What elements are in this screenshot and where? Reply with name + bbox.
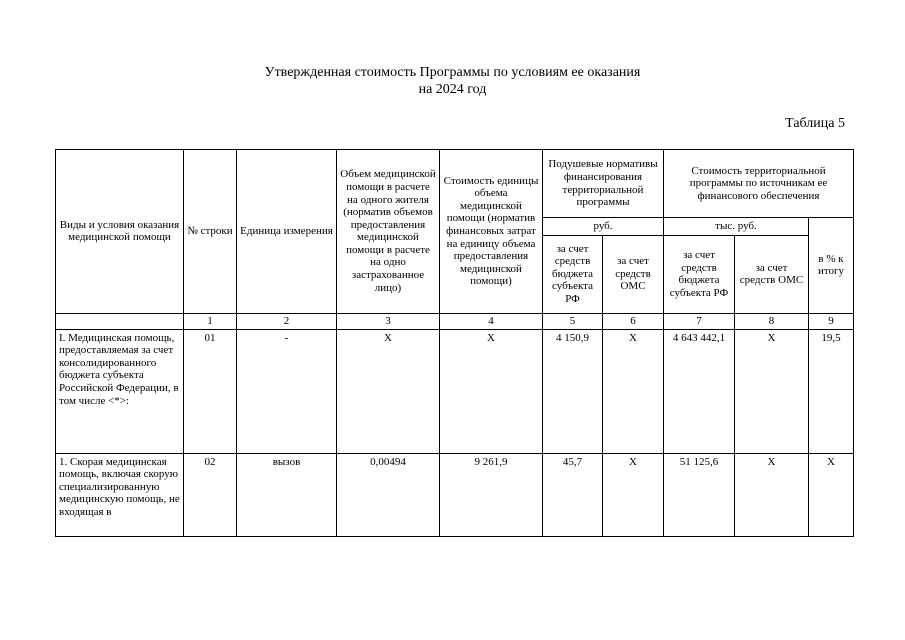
column-number-blank [56,313,184,329]
row-number: 02 [184,453,237,536]
title-line-2: на 2024 год [418,82,487,97]
header-unit: Единица измерения [237,150,337,314]
row-budget-rub: 4 150,9 [543,329,603,453]
row-oms-thousand: X [735,453,809,536]
table-row [56,453,854,536]
row-percent: X [809,453,854,536]
table-row [56,329,854,453]
column-number: 3 [337,313,440,329]
table-label: Таблица 5 [785,116,845,131]
header-oms: за счет средств ОМС [603,235,664,313]
row-name: I. Медицинская помощь, предоставляемая за счет консолидированного бюджета субъекта Российской Федерации, в том числе <*>: [56,329,184,453]
row-budget-thousand: 4 643 442,1 [664,329,735,453]
header-rub: руб. [543,218,664,236]
column-number: 5 [543,313,603,329]
row-unit: - [237,329,337,453]
column-number: 2 [237,313,337,329]
header-percent: в % к итогу [809,218,854,314]
row-volume: X [337,329,440,453]
header-oms-2: за счет средств ОМС [735,235,809,313]
title-line-1: Утвержденная стоимость Программы по условиям ее оказания [264,65,641,80]
column-number: 4 [440,313,543,329]
header-thousand-rub: тыс. руб. [664,218,809,236]
column-number: 1 [184,313,237,329]
row-cost: X [440,329,543,453]
header-total-cost: Стоимость территориальной программы по источникам ее финансового обеспечения [664,150,854,218]
header-volume: Объем медицинской помощи в расчете на одного жителя (норматив объемов предоставления медицинской помощи в расчете на одно застрахованное лицо) [337,150,440,314]
row-volume: 0,00494 [337,453,440,536]
document-title [0,64,905,98]
column-number: 9 [809,313,854,329]
row-oms-rub: X [603,329,664,453]
header-cost: Стоимость единицы объема медицинской помощи (норматив финансовых затрат на единицу объема предоставления медицинской помощи) [440,150,543,314]
header-kind: Виды и условия оказания медицинской помощи [56,150,184,314]
row-cost: 9 261,9 [440,453,543,536]
column-number: 7 [664,313,735,329]
column-number: 6 [603,313,664,329]
row-number: 01 [184,329,237,453]
header-budget-rf-2: за счет средств бюджета субъекта РФ [664,235,735,313]
row-unit: вызов [237,453,337,536]
header-budget-rf: за счет средств бюджета субъекта РФ [543,235,603,313]
row-name: 1. Скорая медицинская помощь, включая скорую специализированную медицинскую помощь, не входящая в [56,453,184,536]
row-oms-thousand: X [735,329,809,453]
program-cost-table [55,149,854,537]
row-budget-thousand: 51 125,6 [664,453,735,536]
header-row-no: № строки [184,150,237,314]
row-oms-rub: X [603,453,664,536]
column-numbers-row [56,313,854,329]
column-number: 8 [735,313,809,329]
row-budget-rub: 45,7 [543,453,603,536]
row-percent: 19,5 [809,329,854,453]
header-per-capita: Подушевые нормативы финансирования территориальной программы [543,150,664,218]
